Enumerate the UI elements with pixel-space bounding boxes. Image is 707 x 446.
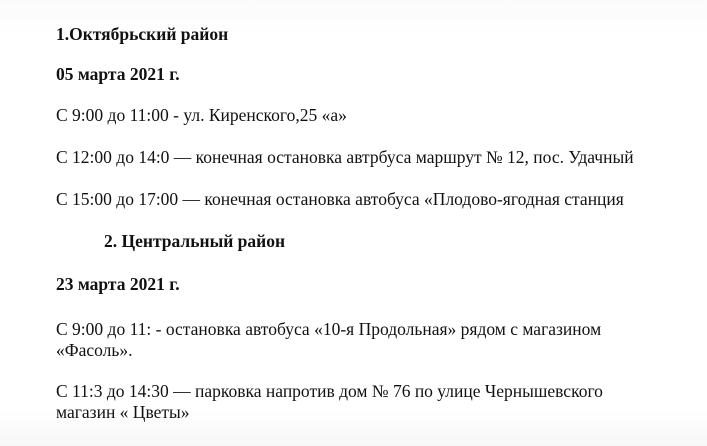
schedule-entry: С 9:00 до 11:00 - ул. Киренского,25 «а»	[56, 105, 347, 125]
schedule-entry: С 12:00 до 14:0 — конечная остановка автрбуса маршрут № 12, пос. Удачный	[56, 147, 634, 167]
schedule-entry-continuation: магазин « Цветы»	[56, 402, 190, 422]
schedule-entry-continuation: «Фасоль».	[56, 340, 133, 360]
schedule-entry: С 11:3 до 14:30 — парковка напротив дом № 76 по улице Чернышевского	[56, 381, 603, 401]
section-heading-tsentralny: 2. Центральный район	[104, 231, 286, 251]
schedule-entry: С 9:00 до 11: - остановка автобуса «10-я Продольная» рядом с магазином	[56, 319, 602, 339]
schedule-entry: С 15:00 до 17:00 — конечная остановка автобуса «Плодово-ягодная станция	[56, 189, 624, 209]
section-date-tsentralny: 23 марта 2021 г.	[56, 274, 180, 294]
section-heading-oktyabrsky: 1.Октябрьский район	[56, 24, 229, 44]
section-date-oktyabrsky: 05 марта 2021 г.	[56, 64, 180, 84]
